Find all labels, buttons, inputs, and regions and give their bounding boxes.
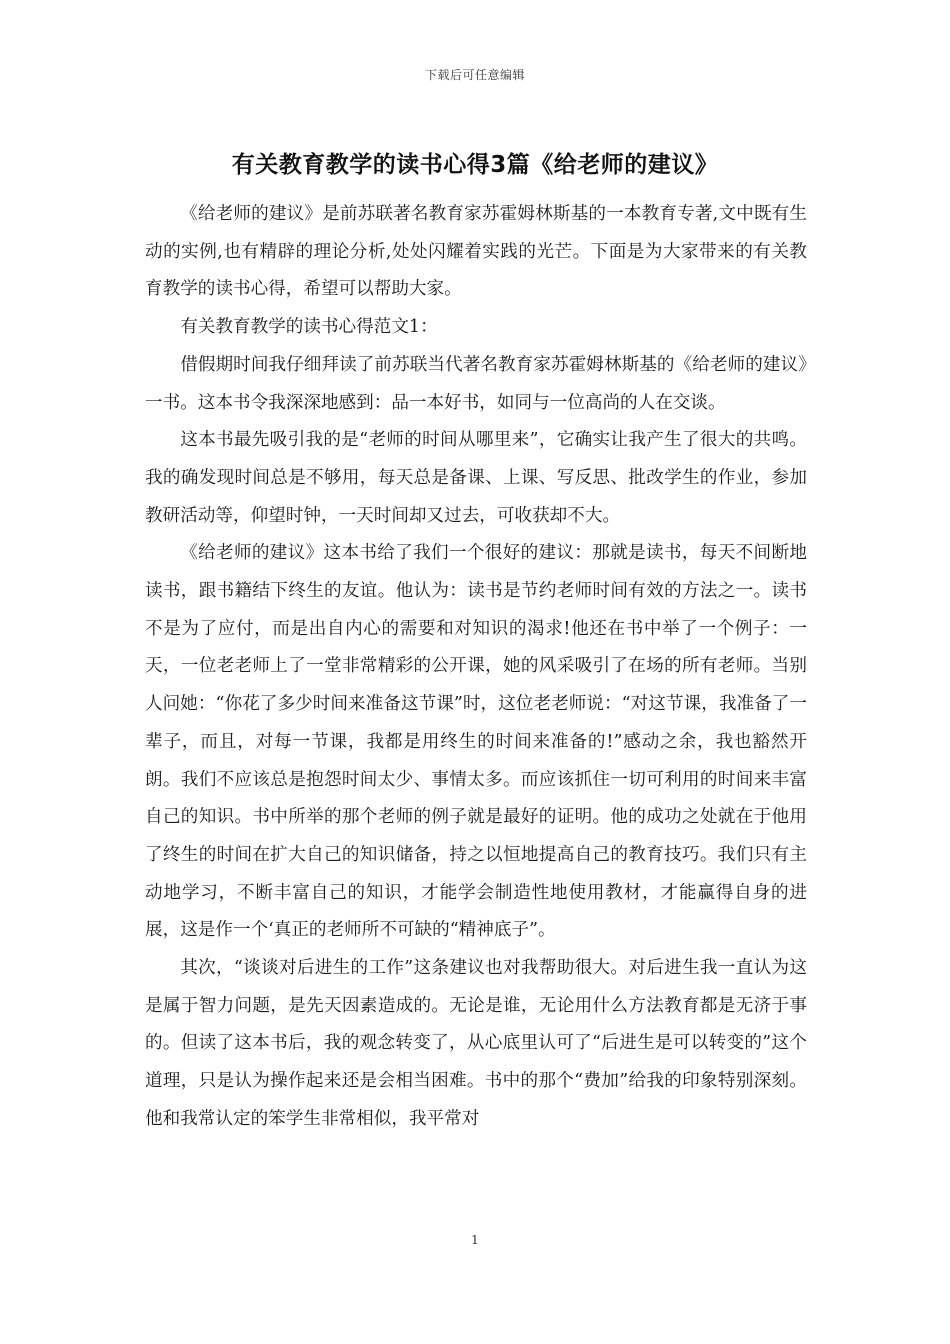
- paragraph-sample-heading: 有关教育教学的读书心得范文1：: [180, 317, 438, 338]
- paragraph-intro: 《给老师的建议》是前苏联著名教育家苏霍姆林斯基的一本教育专著,文中既有生动的实例,也有精辟的理论分析,处处闪耀着实践的光芒。下面是为大家带来的有关教育教学的读书心得，希望可以帮助大家。: [145, 204, 807, 300]
- page-header-note: 下载后可任意编辑: [424, 68, 525, 82]
- document-body: [145, 196, 807, 1139]
- paragraph: 这本书最先吸引我的是“老师的时间从哪里来”，它确实让我产生了很大的共鸣。我的确发现时间总是不够用，每天总是备课、上课、写反思、批改学生的作业，参加教研活动等，仰望时钟，一天时间却又过去，可收获却不大。: [145, 430, 807, 526]
- paragraph: 其次，“谈谈对后进生的工作”这条建议也对我帮助很大。对后进生我一直认为这是属于智力问题，是先天因素造成的。无论是谁，无论用什么方法教育都是无济于事的。但读了这本书后，我的观念转变了，从心底里认可了“后进生是可以转变的”这个道理，只是认为操作起来还是会相当困难。书中的那个“费加”给我的印象特别深刻。他和我常认定的笨学生非常相似，我平常对: [145, 958, 807, 1129]
- page-number: 1: [471, 1233, 479, 1247]
- paragraph: 借假期时间我仔细拜读了前苏联当代著名教育家苏霍姆林斯基的《给老师的建议》一书。这本书令我深深地感到：品一本好书，如同与一位高尚的人在交谈。: [145, 354, 807, 413]
- paragraph: 《给老师的建议》这本书给了我们一个很好的建议：那就是读书，每天不间断地读书，跟书籍结下终生的友谊。他认为：读书是节约老师时间有效的方法之一。读书不是为了应付，而是出自内心的需要和对知识的渴求!他还在书中举了一个例子：一天，一位老老师上了一堂非常精彩的公开课，她的风采吸引了在场的所有老师。当别人问她：“你花了多少时间来准备这节课”时，这位老老师说：“对这节课，我准备了一辈子，而且，对每一节课，我都是用终生的时间来准备的!”感动之余，我也豁然开朗。我们不应该总是抱怨时间太少、事情太多。而应该抓住一切可利用的时间来丰富自己的知识。书中所举的那个老师的例子就是最好的证明。他的成功之处就在于他用了终生的时间在扩大自己的知识储备，持之以恒地提高自己的教育技巧。我们只有主动地学习，不断丰富自己的知识，才能学会制造性地使用教材，才能赢得自身的进展，这是作一个‘真正的老师所不可缺的“精神底子”。: [145, 543, 807, 941]
- document-title: 有关教育教学的读书心得3篇《给老师的建议》: [231, 152, 719, 178]
